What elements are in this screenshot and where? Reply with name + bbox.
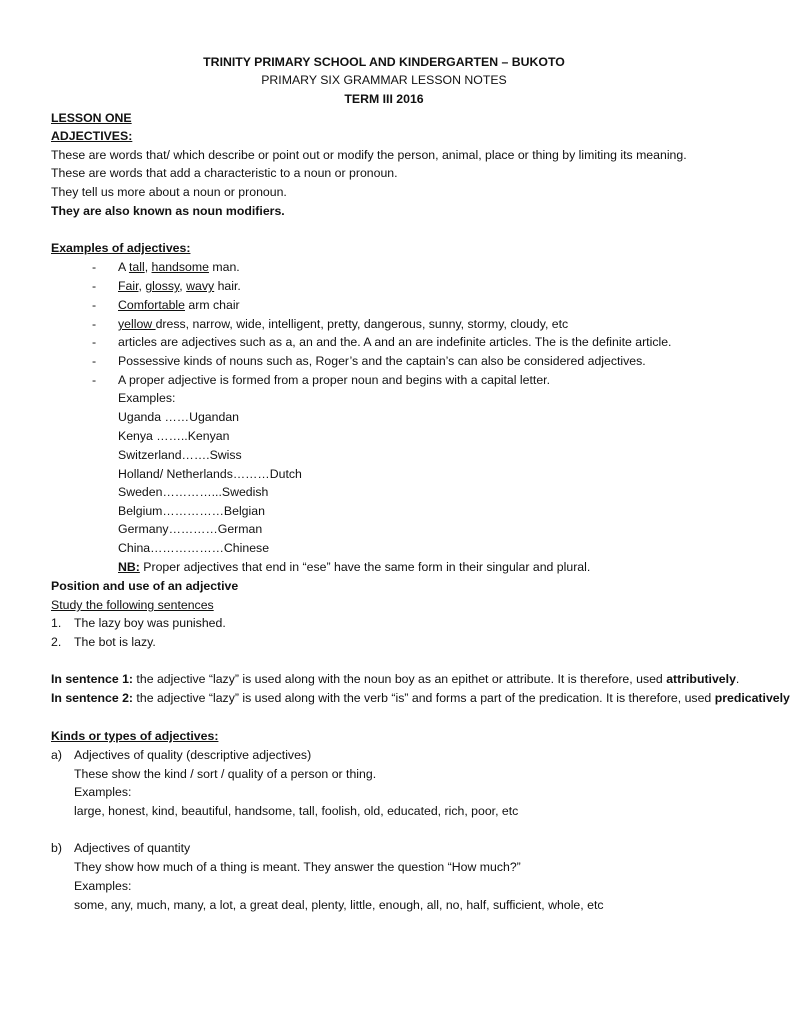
example-text: man. xyxy=(208,260,240,274)
proper-adjective-pair: Switzerland…….Swiss xyxy=(118,448,242,462)
bullet-dash: - xyxy=(92,354,97,368)
nb-note xyxy=(118,559,590,575)
bullet-dash: - xyxy=(92,317,97,331)
bullet-dash: - xyxy=(92,373,97,387)
definition-line: They tell us more about a noun or pronoun. xyxy=(51,185,287,199)
example-item xyxy=(118,316,568,332)
kind-title: Adjectives of quantity xyxy=(74,841,191,855)
kind-letter: a) xyxy=(51,748,62,762)
bullet-dash: - xyxy=(92,335,97,349)
example-item: articles are adjectives such as a, an and the. A and an are indefinite articles. The is the definite article. xyxy=(118,335,672,349)
examples-label: Examples: xyxy=(74,879,132,893)
underlined-word: yellow xyxy=(118,317,156,331)
nb-label: NB: xyxy=(118,560,140,574)
proper-adjective-pair: China………………Chinese xyxy=(118,541,270,555)
bullet-dash: - xyxy=(92,279,97,293)
example-text: hair. xyxy=(214,279,241,293)
lesson-title: LESSON ONE xyxy=(51,111,132,125)
example-text: , xyxy=(144,260,152,274)
proper-adjective-pair: Uganda ……Ugandan xyxy=(118,410,239,424)
example-item xyxy=(118,278,241,294)
example-text: dress, narrow, wide, intelligent, pretty, dangerous, sunny, stormy, cloudy, etc xyxy=(155,317,569,331)
explanation-text: . xyxy=(735,672,740,686)
example-sentence: The lazy boy was punished. xyxy=(74,616,226,630)
bold-term: attributively xyxy=(666,672,736,686)
kind-examples: some, any, much, many, a lot, a great deal, plenty, little, enough, all, no, half, sufficient, whole, etc xyxy=(74,898,604,912)
sentence-label: In sentence 1: xyxy=(51,672,134,686)
nb-text: Proper adjectives that end in “ese” have the same form in their singular and plural. xyxy=(139,560,591,574)
kind-description: These show the kind / sort / quality of a person or thing. xyxy=(74,767,377,781)
examples-heading: Examples of adjectives: xyxy=(51,241,191,255)
topic-heading: ADJECTIVES: xyxy=(51,129,133,143)
proper-adjective-pair: Germany…………German xyxy=(118,522,263,536)
proper-adjective-pair: Holland/ Netherlands………Dutch xyxy=(118,467,302,481)
proper-adjective-pair: Kenya ……..Kenyan xyxy=(118,429,230,443)
kinds-heading: Kinds or types of adjectives: xyxy=(51,729,219,743)
position-heading: Position and use of an adjective xyxy=(51,579,239,593)
definition-line: These are words that/ which describe or point out or modify the person, animal, place or thing by limiting its meaning. xyxy=(51,148,687,162)
sentence-label: In sentence 2: xyxy=(51,691,134,705)
kind-title: Adjectives of quality (descriptive adjectives) xyxy=(74,748,312,762)
example-text: arm chair xyxy=(184,298,240,312)
bold-term: predicatively xyxy=(714,691,790,705)
study-label: Study the following sentences xyxy=(51,598,214,612)
definition-line: These are words that add a characteristic to a noun or pronoun. xyxy=(51,166,398,180)
underlined-word: tall xyxy=(128,260,145,274)
school-title: TRINITY PRIMARY SCHOOL AND KINDERGARTEN – BUKOTO xyxy=(203,55,565,69)
sentence-2-explanation xyxy=(51,690,790,706)
example-text: , xyxy=(138,279,146,293)
sentence-number: 1. xyxy=(51,616,62,630)
examples-label: Examples: xyxy=(74,785,132,799)
example-sentence: The bot is lazy. xyxy=(74,635,156,649)
modifiers-note: They are also known as noun modifiers. xyxy=(51,204,285,218)
explanation-text: the adjective “lazy” is used along with the verb “is” and forms a part of the predication. It is therefore, used xyxy=(133,691,715,705)
example-item: Possessive kinds of nouns such as, Roger’s and the captain’s can also be considered adjectives. xyxy=(118,354,646,368)
underlined-word: glossy xyxy=(145,279,180,293)
example-item: A proper adjective is formed from a proper noun and begins with a capital letter. xyxy=(118,373,550,387)
example-text: , xyxy=(179,279,187,293)
sentence-number: 2. xyxy=(51,635,62,649)
term-label: TERM III 2016 xyxy=(344,92,424,106)
bullet-dash: - xyxy=(92,298,97,312)
example-item xyxy=(118,259,240,275)
bullet-dash: - xyxy=(92,260,97,274)
underlined-word: Comfortable xyxy=(118,298,185,312)
underlined-word: handsome xyxy=(151,260,209,274)
example-item xyxy=(118,297,240,313)
proper-adjective-pair: Sweden…………...Swedish xyxy=(118,485,269,499)
kind-examples: large, honest, kind, beautiful, handsome, tall, foolish, old, educated, rich, poor, etc xyxy=(74,804,519,818)
sentence-1-explanation xyxy=(51,671,739,687)
document-subtitle: PRIMARY SIX GRAMMAR LESSON NOTES xyxy=(261,73,507,87)
examples-label: Examples: xyxy=(118,391,176,405)
proper-adjective-pair: Belgium……………Belgian xyxy=(118,504,265,518)
example-text: A xyxy=(118,260,129,274)
explanation-text: the adjective “lazy” is used along with the noun boy as an epithet or attribute. It is therefore, used xyxy=(133,672,667,686)
underlined-word: wavy xyxy=(186,279,215,293)
kind-description: They show how much of a thing is meant. They answer the question “How much?” xyxy=(74,860,521,874)
underlined-word: Fair xyxy=(118,279,139,293)
kind-letter: b) xyxy=(51,841,62,855)
